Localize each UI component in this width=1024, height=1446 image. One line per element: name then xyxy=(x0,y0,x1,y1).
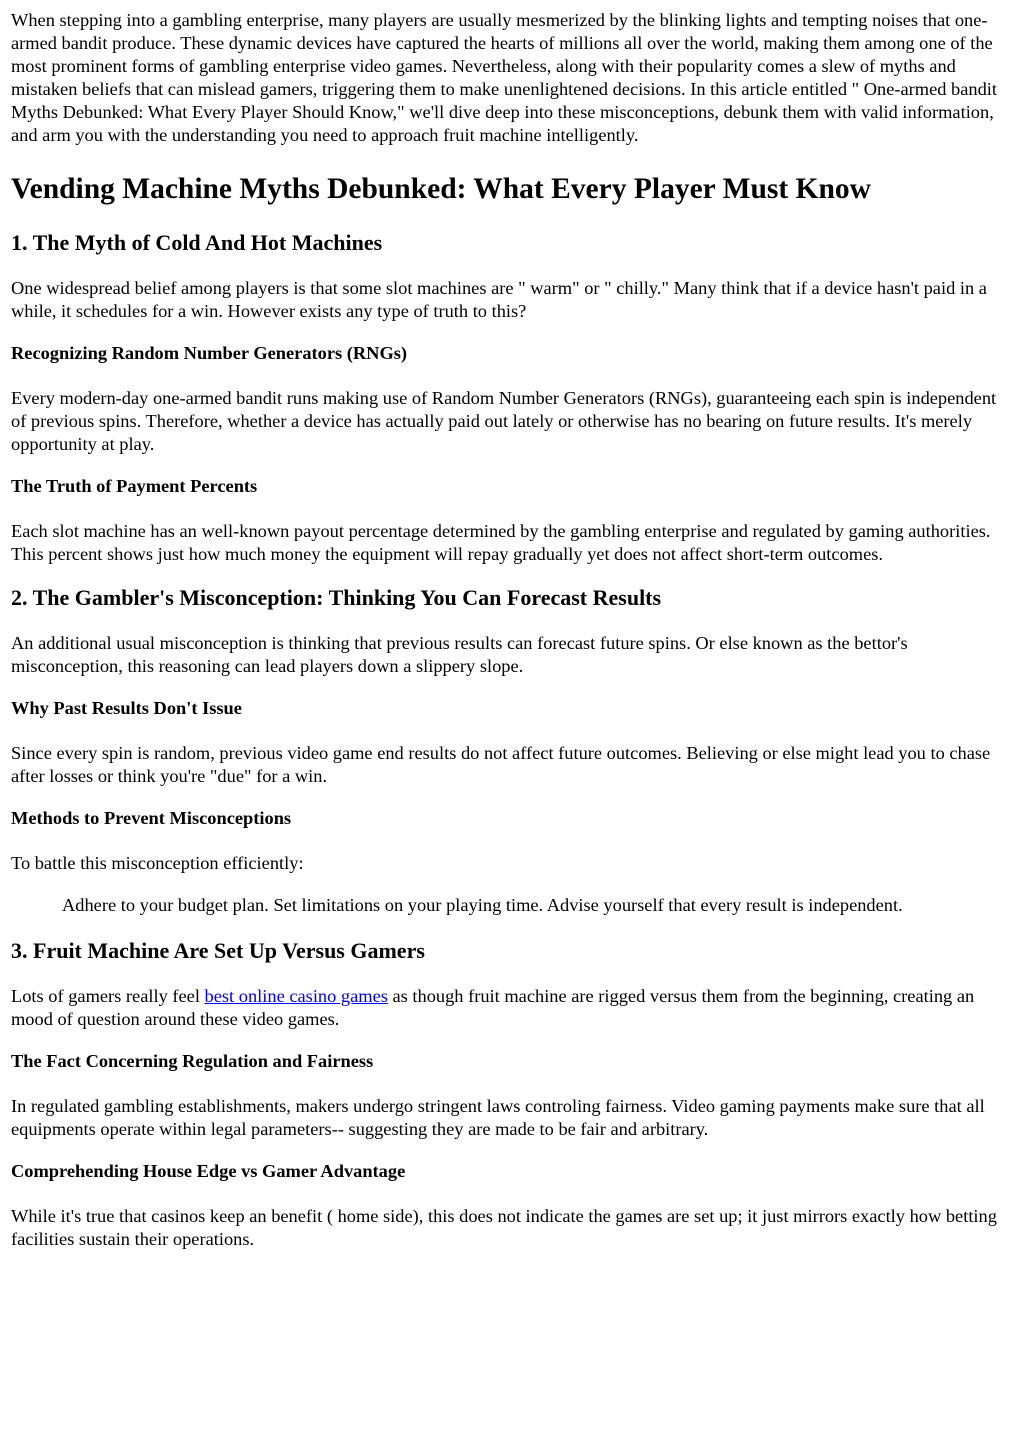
intro-paragraph: When stepping into a gambling enterprise, many players are usually mesmerized by the blinking lights and tempting noises that one-armed bandit produce. These dynamic devices have captured the hearts of millions all over the world, making them among one of the most prominent forms of gambling enterprise video games. Nevertheless, along with their popularity comes a slew of myths and mistaken beliefs that can mislead gamers, triggering them to make unenlightened decisions. In this article entitled " One-armed bandit Myths Debunked: What Every Player Should Know," we'll dive deep into these misconceptions, debunk them with valid information, and arm you with the understanding you need to approach fruit machine intelligently. xyxy=(11,10,998,145)
subheading-rngs: Recognizing Random Number Generators (RNGs) xyxy=(11,343,408,363)
paragraph-prevent-misconceptions: To battle this misconception efficiently: xyxy=(11,853,304,873)
paragraph-rngs: Every modern-day one-armed bandit runs making use of Random Number Generators (RNGs), guaranteeing each spin is independent of previous spins. Therefore, whether a device has actually paid out lately or otherwise has no bearing on future results. It's merely opportunity at play. xyxy=(11,388,997,454)
paragraph-past-results: Since every spin is random, previous video game end results do not affect future outcomes. Believing or else might lead you to chase after losses or think you're "due" for a win. xyxy=(11,743,991,786)
section-paragraph-gamblers-misconception: An additional usual misconception is thinking that previous results can forecast future spins. Or else known as the bettor's misconception, this reasoning can lead players down a slippery slope. xyxy=(11,633,908,676)
paragraph-text-before-link: Lots of gamers really feel xyxy=(11,986,205,1006)
paragraph-regulation-fairness: In regulated gambling establishments, makers undergo stringent laws controling fairness. Video gaming payments make sure that all equipments operate within legal parameters-- suggesting they are made to be fair and arbitrary. xyxy=(11,1096,985,1139)
section-heading-gamblers-misconception: 2. The Gambler's Misconception: Thinking You Can Forecast Results xyxy=(11,585,662,610)
subheading-regulation-fairness: The Fact Concerning Regulation and Fairness xyxy=(11,1051,374,1071)
subheading-house-edge: Comprehending House Edge vs Gamer Advantage xyxy=(11,1161,406,1181)
indented-tips: Adhere to your budget plan. Set limitations on your playing time. Advise yourself that every result is independent. xyxy=(62,895,903,915)
subheading-prevent-misconceptions: Methods to Prevent Misconceptions xyxy=(11,808,292,828)
casino-games-link[interactable]: best online casino games xyxy=(204,986,388,1006)
page-title: Vending Machine Myths Debunked: What Every Player Must Know xyxy=(11,173,871,205)
paragraph-payment-percents: Each slot machine has an well-known payout percentage determined by the gambling enterprise and regulated by gaming authorities. This percent shows just how much money the equipment will repay gradually yet does not affect short-term outcomes. xyxy=(11,521,991,564)
subheading-payment-percents: The Truth of Payment Percents xyxy=(11,476,258,496)
paragraph-house-edge: While it's true that casinos keep an benefit ( home side), this does not indicate the games are set up; it just mirrors exactly how betting facilities sustain their operations. xyxy=(11,1206,997,1249)
subheading-past-results: Why Past Results Don't Issue xyxy=(11,698,242,718)
section-paragraph-hot-cold: One widespread belief among players is that some slot machines are " warm" or " chilly." Many think that if a device hasn't paid in a while, it schedules for a win. However exists any type of truth to this? xyxy=(11,278,987,321)
section-heading-rigged: 3. Fruit Machine Are Set Up Versus Gamers xyxy=(11,938,425,963)
section-paragraph-rigged xyxy=(11,985,1014,1031)
section-heading-hot-cold: 1. The Myth of Cold And Hot Machines xyxy=(11,230,383,255)
paragraph-text-after-link: as though fruit machine are rigged versus them from the beginning, creating an mood of question around these video games. xyxy=(11,986,975,1029)
